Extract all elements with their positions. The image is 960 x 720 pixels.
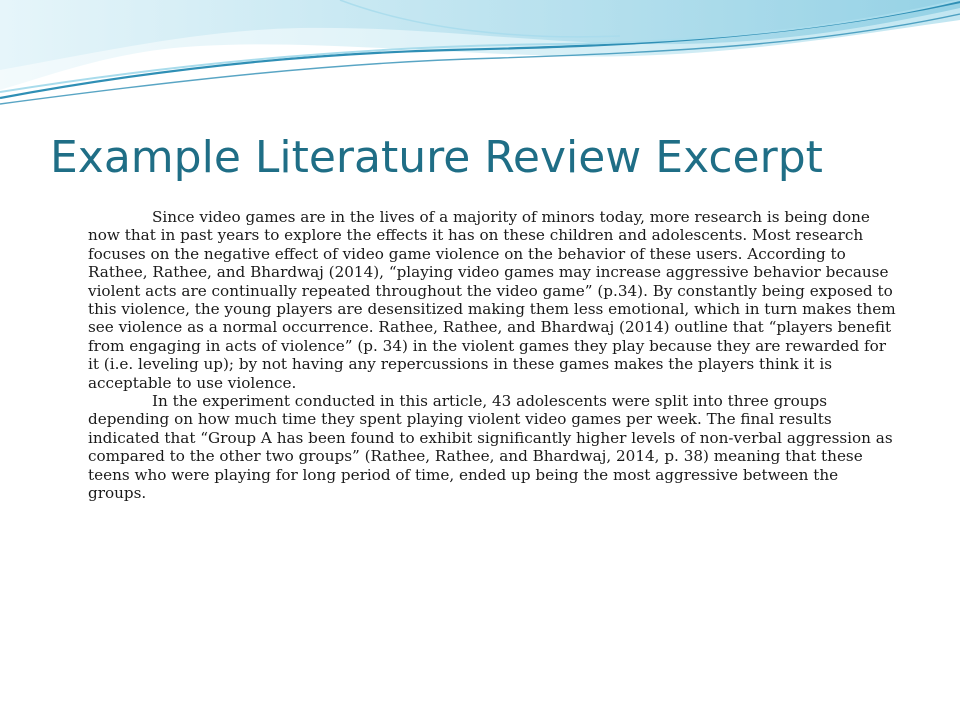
excerpt-paragraph-1: Since video games are in the lives of a majority of minors today, more research is being done now that in past years to explore the effects it has on these children and adolescents. Most research focuses on the negative effect of video game violence on the behavior of these users. According to Rathee, Rathee, and Bhardwaj (2014), “playing video games may increase aggressive behavior because violent acts are continually repeated throughout the video game” (p.34). By constantly being exposed to this violence, the young players are desensitized making them less emotional, which in turn makes them see violence as a normal occurrence. Rathee, Rathee, and Bhardwaj (2014) outline that “players benefit from engaging in acts of violence” (p. 34) in the violent games they play because they are rewarded for it (i.e. leveling up); by not having any repercussions in these games makes the players think it is acceptable to use violence. bbox=[88, 208, 896, 392]
decorative-wave-header bbox=[0, 0, 960, 120]
slide-title: Example Literature Review Excerpt bbox=[50, 132, 823, 183]
excerpt-paragraph-2: In the experiment conducted in this article, 43 adolescents were split into three groups depending on how much time they spent playing violent video games per week. The final results indicated that “Group A has been found to exhibit significantly higher levels of non-verbal aggression as compared to the other two groups” (Rathee, Rathee, and Bhardwaj, 2014, p. 38) meaning that these teens who were playing for long period of time, ended up being the most aggressive between the groups. bbox=[88, 392, 893, 503]
excerpt-body bbox=[88, 208, 900, 503]
